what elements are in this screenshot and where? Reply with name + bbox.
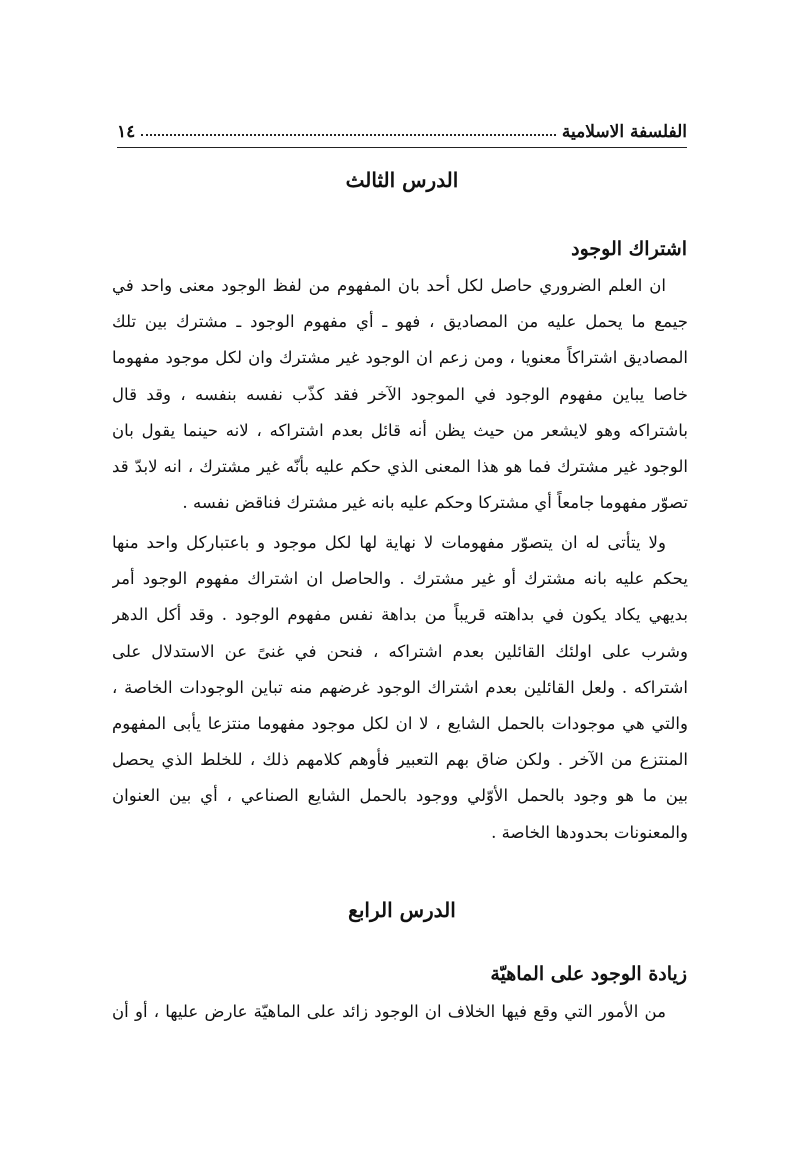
- text-line: خاصا يباين مفهوم الوجود في الموجود الآخر فقد كذّب نفسه بنفسه ، وقد قال: [112, 384, 688, 404]
- text-line: والمعنونات بحدودها الخاصة .: [491, 822, 688, 842]
- book-title: الفلسفة الاسلامية: [561, 122, 687, 142]
- text-line: المنتزع من الآخر . ولكن ضاق بهم التعبير فأوهم كلامهم ذلك ، للخلط الذي يحصل: [112, 750, 688, 770]
- running-header: [117, 112, 687, 142]
- text-line: بين ما هو وجود بالحمل الأوّلي ووجود بالحمل الشايع الصناعي ، أي بين العنوان: [112, 786, 688, 806]
- header-rule: [117, 147, 687, 148]
- text-line: الوجود غير مشترك فما هو هذا المعنى الذي حكم عليه بأنّه غير مشترك ، انه لابدّ قد: [112, 456, 688, 476]
- lesson-3-title: الدرس الثالث: [345, 168, 459, 192]
- page-number: ١٤: [117, 122, 136, 142]
- text-line: اشتراكه . ولعل القائلين بعدم اشتراك الوجود غرضهم منه تباين الوجودات الخاصة ،: [112, 677, 688, 697]
- text-line: يحكم عليه بانه مشترك أو غير مشترك . والحاصل ان اشتراك مفهوم الوجود أمر: [112, 569, 688, 589]
- text-line: تصوّر مفهوما جامعاً أي مشتركا وحكم عليه بانه غير مشترك فناقض نفسه .: [182, 493, 688, 513]
- lesson-4-paragraph-1: [112, 994, 688, 1030]
- text-line: ان العلم الضروري حاصل لكل أحد بان المفهوم من لفظ الوجود معنى واحد في: [112, 276, 666, 295]
- lesson-3-paragraph-2: [112, 525, 688, 851]
- lesson-3-paragraph-1: [112, 268, 688, 521]
- text-line: جيمع ما يحمل عليه من المصاديق ، فهو ـ أي مفهوم الوجود ـ مشترك بين تلك: [112, 312, 688, 332]
- text-line: والتي هي موجودات بالحمل الشايع ، لا ان لكل موجود مفهوما منتزعا يأبى المفهوم: [112, 713, 688, 733]
- lesson-4-section-heading: زيادة الوجود على الماهيّة: [490, 963, 687, 985]
- leader-dots: [141, 133, 556, 136]
- lesson-3-section-heading: اشتراك الوجود: [571, 238, 687, 260]
- text-line: من الأمور التي وقع فيها الخلاف ان الوجود زائد على الماهيّة عارض عليها ، أو أن: [112, 1002, 666, 1021]
- lesson-4-title: الدرس الرابع: [348, 898, 456, 922]
- text-line: وشرب على اولئك القائلين بعدم اشتراكه ، فنحن في غنىً عن الاستدلال على: [112, 641, 688, 661]
- text-line: المصاديق اشتراكاً معنويا ، ومن زعم ان الوجود غير مشترك وان لكل موجود مفهوما: [112, 348, 688, 368]
- text-line: باشتراكه وهو لايشعر من حيث يظن أنه قائل بعدم اشتراكه ، لانه حينما يقول بان: [112, 420, 688, 440]
- text-line: ولا يتأتى له ان يتصوّر مفهومات لا نهاية لها لكل موجود و باعتباركل واحد منها: [112, 533, 666, 552]
- text-line: بديهي يكاد يكون في بداهته قريباً من بداهة نفس مفهوم الوجود . وقد أكل الدهر: [112, 605, 688, 625]
